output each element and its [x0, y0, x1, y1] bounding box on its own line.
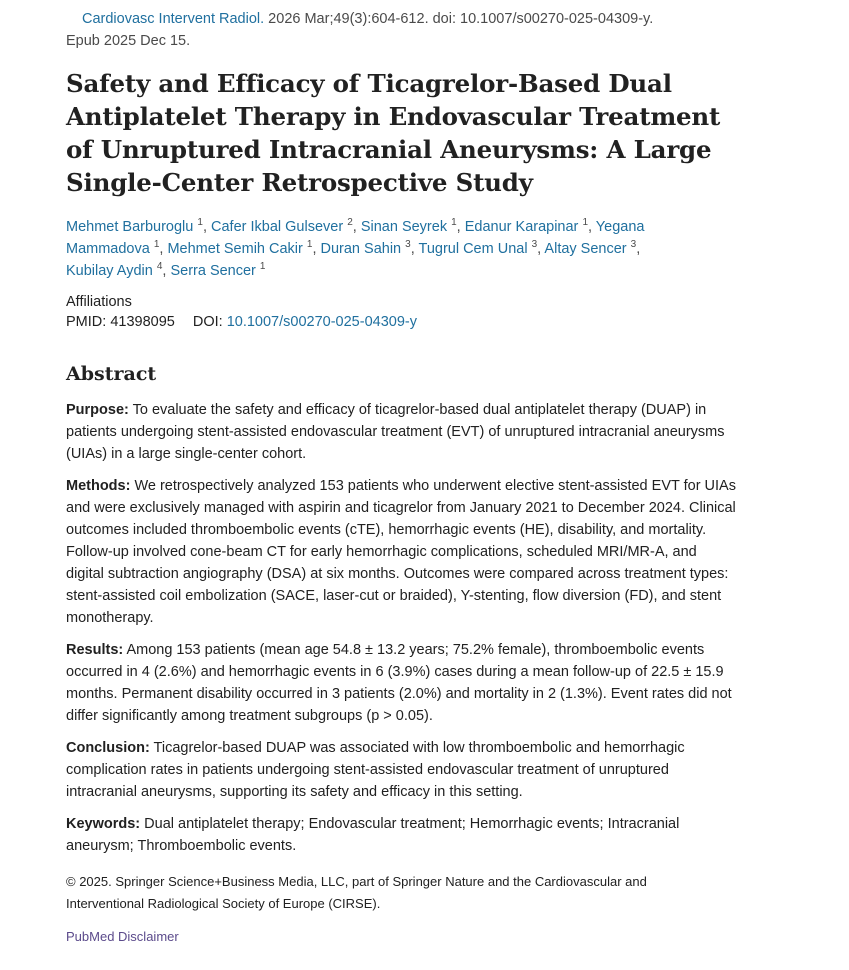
author: Mehmet Semih Cakir $^1$,: [167, 239, 321, 257]
pubmed-disclaimer-link[interactable]: PubMed Disclaimer: [66, 929, 179, 944]
affiliations-toggle[interactable]: Affiliations: [66, 294, 132, 310]
pmid-value: 41398095: [110, 314, 175, 330]
author-link[interactable]: Serra Sencer: [170, 263, 256, 279]
affiliation-ref[interactable]: 1: [197, 217, 203, 228]
author-link[interactable]: Cafer Ikbal Gulsever: [211, 219, 344, 235]
abstract-body: [66, 399, 738, 867]
section-text: Dual antiplatelet therapy; Endovascular treatment; Hemorrhagic events; Intracranial aneurysm; Thromboembolic events.: [66, 816, 680, 854]
affiliation-ref[interactable]: 1: [451, 217, 457, 228]
author-link[interactable]: Sinan Seyrek: [360, 219, 448, 235]
doi-link[interactable]: 10.1007/s00270-025-04309-y: [226, 314, 417, 330]
journal-link[interactable]: Cardiovasc Intervent Radiol.: [82, 11, 265, 27]
abstract-heading: Abstract: [66, 363, 157, 385]
affiliation-ref[interactable]: 3: [531, 239, 538, 250]
affiliation-ref[interactable]: 2: [347, 217, 353, 228]
author-link[interactable]: Tugrul Cem Unal: [418, 241, 528, 257]
author-link[interactable]: Mehmet Semih Cakir: [167, 241, 303, 257]
section-text: Ticagrelor-based DUAP was associated with low thromboembolic and hemorrhagic complication rates in patients undergoing stent-assisted endovascular treatment of unruptured intracranial aneurysms, supporting its safety and efficacy in this setting.: [66, 740, 685, 800]
abstract-results: [66, 639, 738, 727]
author-link[interactable]: Edanur Karapinar: [464, 219, 579, 235]
affiliation-ref[interactable]: 1: [582, 217, 588, 228]
affiliation-ref[interactable]: 4: [156, 261, 163, 272]
author: Mehmet Barburoglu $^1$,: [66, 217, 211, 235]
affiliation-ref[interactable]: 1: [306, 239, 313, 250]
abstract-keywords: [66, 813, 738, 857]
author: Cafer Ikbal Gulsever $^2$,: [211, 217, 361, 235]
section-text: We retrospectively analyzed 153 patients who underwent elective stent-assisted EVT for UIAs and were exclusively managed with aspirin and ticagrelor from January 2021 to December 2024. Clinical outcomes included thromboembolic events (cTE), hemorrhagic events (HE), disability, and mortality. Follow-up involved cone-beam CT for early hemorrhagic complications, scheduled MRI/MR-A, and digital subtraction angiography (DSA) at six months. Outcomes were compared across treatment types: stent-assisted coil embolization (SACE, laser-cut or braided), Y-stenting, flow diversion (FD), and stent monotherapy.: [66, 478, 736, 626]
section-label: Purpose:: [66, 402, 129, 418]
affiliation-ref[interactable]: 1: [153, 239, 160, 250]
affiliation-ref[interactable]: 1: [259, 261, 266, 272]
author: Altay Sencer $^3$,: [544, 239, 641, 257]
article-title: Safety and Efficacy of Ticagrelor-Based Dual Antiplatelet Therapy in Endovascular Treatment of Unruptured Intracranial Aneurysms: A Large Single-Center Retrospective Study: [66, 69, 721, 197]
author-link[interactable]: Yegana Mammadova: [66, 219, 645, 257]
author: Kubilay Aydin $^4$,: [66, 261, 171, 279]
section-label: Methods:: [66, 478, 131, 494]
copyright-notice: © 2025. Springer Science+Business Media, LLC, part of Springer Nature and the Cardiovascular and Interventional Radiological Society of Europe (CIRSE).: [66, 874, 647, 911]
doi-label: DOI:: [192, 314, 223, 330]
section-label: Results:: [66, 642, 124, 658]
article-meta: [66, 292, 666, 332]
author-link[interactable]: Altay Sencer: [544, 241, 627, 257]
abstract-conclusion: [66, 737, 738, 803]
section-text: To evaluate the safety and efficacy of ticagrelor-based dual antiplatelet therapy (DUAP) in patients undergoing stent-assisted endovascular treatment (EVT) of unruptured intracranial aneurysms (UIAs) in a large single-center cohort.: [66, 402, 725, 462]
author: Edanur Karapinar $^1$,: [464, 217, 596, 235]
author-list: [66, 216, 666, 282]
author: Sinan Seyrek $^1$,: [360, 217, 465, 235]
author: Yegana Mammadova $^1$,: [66, 219, 645, 257]
author: [170, 263, 265, 279]
author-link[interactable]: Mehmet Barburoglu: [66, 219, 194, 235]
section-text: Among 153 patients (mean age 54.8 ± 13.2 years; 75.2% female), thromboembolic events occurred in 4 (2.6%) and hemorrhagic events in 6 (3.9%) cases during a mean follow-up of 22.5 ± 15.9 months. Permanent disability occurred in 3 patients (2.0%) and mortality in 2 (1.3%). Event rates did not differ significantly among treatment subgroups (p > 0.05).: [66, 642, 732, 724]
citation-details: 2026 Mar;49(3):604-612. doi: 10.1007/s00270-025-04309-y.: [264, 11, 654, 27]
author-link[interactable]: Duran Sahin: [320, 241, 402, 257]
section-label: Conclusion:: [66, 740, 150, 756]
section-label: Keywords:: [66, 816, 141, 832]
abstract-purpose: [66, 399, 738, 465]
abstract-methods: [66, 475, 738, 629]
author: Duran Sahin $^3$,: [320, 239, 419, 257]
epub-date: Epub 2025 Dec 15.: [66, 33, 191, 49]
affiliation-ref[interactable]: 3: [405, 239, 411, 250]
citation: [66, 8, 746, 52]
author: Tugrul Cem Unal $^3$,: [418, 239, 545, 257]
author-link[interactable]: Kubilay Aydin: [66, 263, 153, 279]
pmid-label: PMID:: [66, 314, 107, 330]
affiliation-ref[interactable]: 3: [630, 239, 637, 250]
